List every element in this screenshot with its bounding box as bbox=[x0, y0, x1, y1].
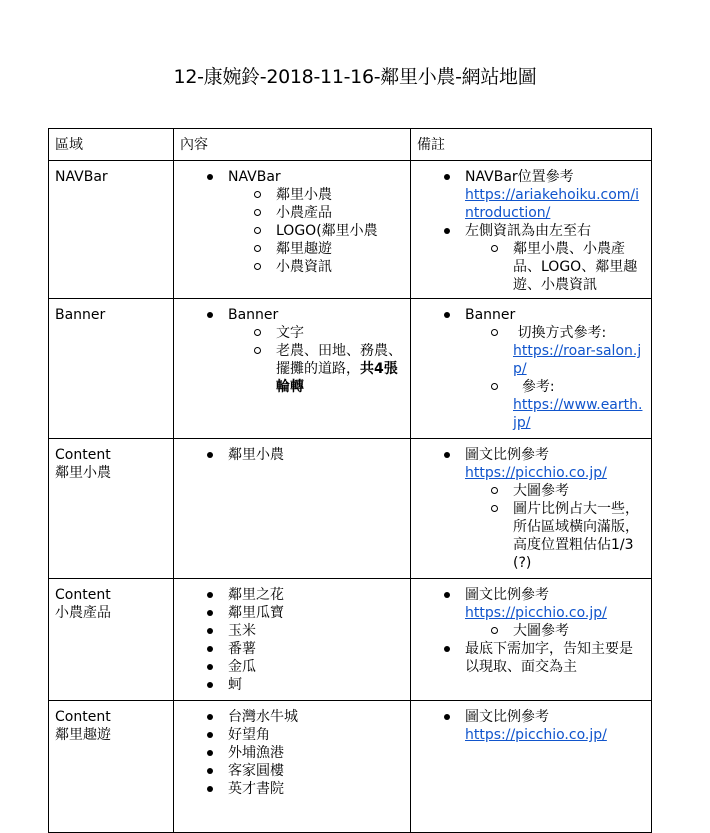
area-label: Content bbox=[55, 447, 111, 463]
table-row bbox=[49, 579, 652, 701]
list-item: 英才書院 bbox=[228, 780, 404, 798]
list-item-text: Banner bbox=[228, 307, 279, 323]
list-item: 番薯 bbox=[228, 640, 404, 658]
emphasis-text: 共4張輪轉 bbox=[276, 361, 398, 395]
sub-list-item bbox=[276, 342, 404, 396]
reference-link[interactable]: https://picchio.co.jp/ bbox=[465, 465, 607, 481]
reference-link[interactable]: https://picchio.co.jp/ bbox=[465, 727, 607, 743]
notes-cell bbox=[411, 161, 652, 299]
area-label: Content bbox=[55, 709, 111, 725]
list-item-text: 圖文比例參考 bbox=[465, 709, 549, 725]
list-item: 外埔漁港 bbox=[228, 744, 404, 762]
list-item bbox=[465, 446, 645, 572]
sub-list-item: 大圖參考 bbox=[513, 622, 645, 640]
sub-list-item: 大圖參考 bbox=[513, 482, 645, 500]
content-cell bbox=[174, 299, 411, 439]
table-row bbox=[49, 701, 652, 833]
sub-list-item: 小農產品 bbox=[276, 204, 404, 222]
area-label: Banner bbox=[55, 307, 106, 323]
content-cell bbox=[174, 701, 411, 833]
content-cell bbox=[174, 439, 411, 579]
reference-link[interactable]: https://ariakehoiku.com/introduction/ bbox=[465, 187, 640, 221]
area-sublabel: 小農產品 bbox=[55, 605, 111, 621]
reference-link[interactable]: https://roar-salon.jp/ bbox=[513, 343, 642, 377]
list-item-text: 圖文比例參考 bbox=[465, 587, 549, 603]
list-item bbox=[465, 306, 645, 432]
list-item: 鄰里之花 bbox=[228, 586, 404, 604]
list-item-text: NAVBar位置參考 bbox=[465, 169, 574, 185]
area-cell bbox=[49, 439, 174, 579]
list-item-text: 圖文比例參考 bbox=[465, 447, 549, 463]
list-item: 台灣水牛城 bbox=[228, 708, 404, 726]
notes-cell bbox=[411, 439, 652, 579]
header-notes: 備註 bbox=[411, 129, 652, 161]
notes-cell bbox=[411, 701, 652, 833]
area-cell bbox=[49, 579, 174, 701]
sub-list-item-text: 參考: bbox=[513, 379, 555, 395]
page-title: 12-康婉鈴-2018-11-16-鄰里小農-網站地圖 bbox=[173, 66, 537, 88]
notes-cell bbox=[411, 299, 652, 439]
area-label: Content bbox=[55, 587, 111, 603]
list-item bbox=[228, 306, 404, 396]
sub-list-item: 鄰里小農、小農產品、LOGO、鄰里趣遊、小農資訊 bbox=[513, 240, 645, 294]
area-cell bbox=[49, 161, 174, 299]
table-row bbox=[49, 299, 652, 439]
list-item: 玉米 bbox=[228, 622, 404, 640]
reference-link[interactable]: https://picchio.co.jp/ bbox=[465, 605, 607, 621]
sub-list-item: LOGO(鄰里小農 bbox=[276, 222, 404, 240]
table-row bbox=[49, 439, 652, 579]
list-item: 好望角 bbox=[228, 726, 404, 744]
notes-cell bbox=[411, 579, 652, 701]
sub-list-item-text: 老農、田地、務農、擺攤的道路， bbox=[276, 343, 402, 377]
header-area: 區域 bbox=[49, 129, 174, 161]
sub-list-item: 文字 bbox=[276, 324, 404, 342]
area-cell bbox=[49, 701, 174, 833]
table-row bbox=[49, 161, 652, 299]
list-item-text: Banner bbox=[465, 307, 516, 323]
content-cell bbox=[174, 579, 411, 701]
list-item: 客家圓樓 bbox=[228, 762, 404, 780]
sub-list-item bbox=[513, 378, 645, 432]
sub-list-item: 小農資訊 bbox=[276, 258, 404, 276]
list-item bbox=[465, 168, 645, 222]
list-item: 金瓜 bbox=[228, 658, 404, 676]
list-item: 鄰里瓜寶 bbox=[228, 604, 404, 622]
sub-list-item-text: 切換方式參考: bbox=[513, 325, 607, 341]
sub-list-item: 圖片比例占大一些，所佔區域橫向滿版，高度位置粗估佔1/3(?) bbox=[513, 500, 645, 572]
sub-list-item bbox=[513, 324, 645, 378]
table-header-row bbox=[49, 129, 652, 161]
header-content: 內容 bbox=[174, 129, 411, 161]
list-item-text: 左側資訊為由左至右 bbox=[465, 223, 591, 239]
reference-link[interactable]: https://www.earth.jp/ bbox=[513, 397, 643, 431]
sub-list-item: 鄰里小農 bbox=[276, 186, 404, 204]
content-cell bbox=[174, 161, 411, 299]
sitemap-table bbox=[48, 128, 652, 833]
list-item bbox=[228, 168, 404, 276]
area-sublabel: 鄰里小農 bbox=[55, 465, 111, 481]
list-item-text: NAVBar bbox=[228, 169, 281, 185]
list-item bbox=[465, 586, 645, 640]
sub-list-item: 鄰里趣遊 bbox=[276, 240, 404, 258]
list-item: 鄰里小農 bbox=[228, 446, 404, 464]
list-item bbox=[465, 708, 645, 744]
area-label: NAVBar bbox=[55, 169, 108, 185]
list-item: 蚵 bbox=[228, 676, 404, 694]
area-sublabel: 鄰里趣遊 bbox=[55, 727, 111, 743]
list-item: 最底下需加字，告知主要是以現取、面交為主 bbox=[465, 640, 645, 676]
area-cell bbox=[49, 299, 174, 439]
list-item bbox=[465, 222, 645, 294]
